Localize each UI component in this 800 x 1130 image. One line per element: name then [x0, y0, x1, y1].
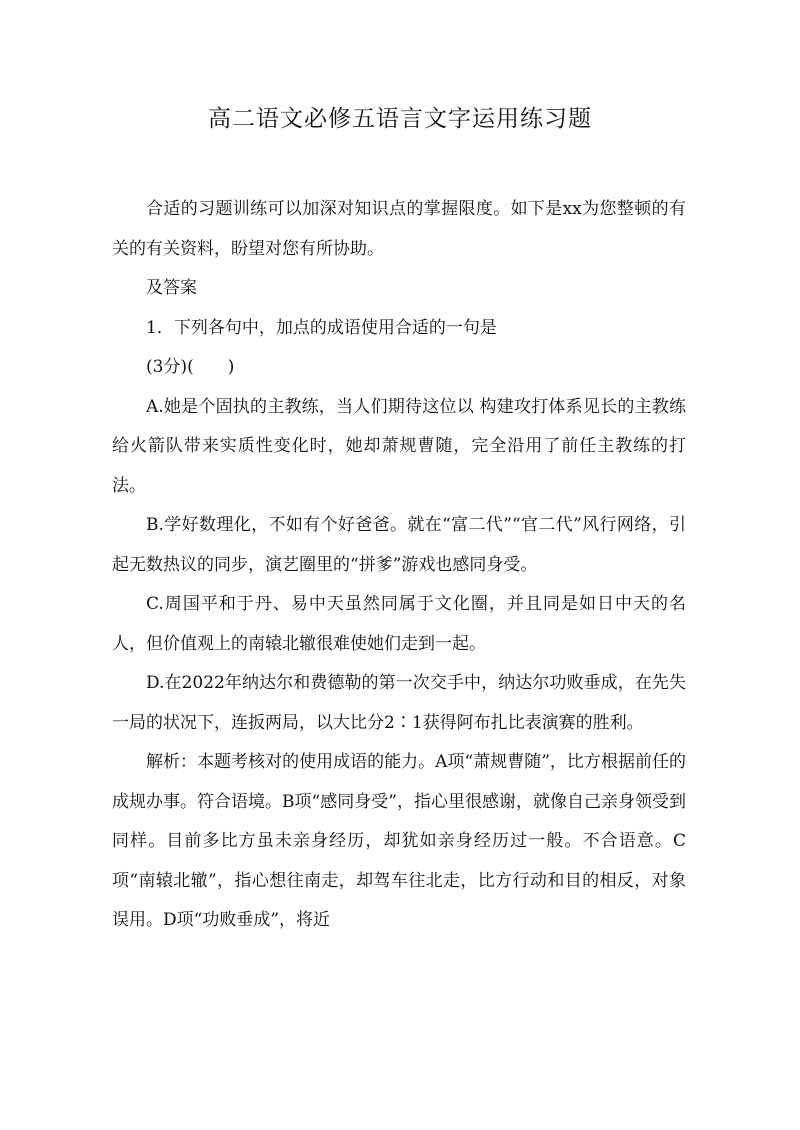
question-1-prompt: 1．下列各句中，加点的成语使用合适的一句是: [146, 317, 497, 338]
option-c: C.周国平和于丹、易中天虽然同属于文化圈，并且同是如日中天的名人，但价值观上的南辕北辙很难使她们走到一起。: [112, 594, 686, 654]
analysis-paragraph: 解析：本题考核对的使用成语的能力。A项“萧规曹随”，比方根据前任的成规办事。符合语境。B项“感同身受”，指心里很感谢，就像自己亲身领受到同样。目前多比方虽未亲身经历，却犹如亲身经历过一般。不合语意。C项“南辕北辙”，指心想往南走，却驾车往北走，比方行动和目的相反，对象误用。D项“功败垂成”，将近: [112, 752, 686, 930]
intro-paragraph: 合适的习题训练可以加深对知识点的掌握限度。如下是xx为您整顿的有关的有关资料，盼望对您有所协助。: [112, 199, 686, 259]
option-a: A.她是个固执的主教练，当人们期待这位以 构建攻打体系见长的主教练给火箭队带来实质性变化时，她却萧规曹随，完全沿用了前任主教练的打法。: [112, 396, 686, 496]
question-1-score: (3分)( ): [146, 357, 235, 377]
answer-heading: 及答案: [146, 278, 197, 298]
option-b: B.学好数理化，不如有个好爸爸。就在“富二代”“官二代”风行网络，引起无数热议的同步，演艺圈里的“拼爹”游戏也感同身受。: [112, 515, 686, 575]
option-d: D.在2022年纳达尔和费德勒的第一次交手中，纳达尔功败垂成，在先失一局的状况下，连扳两局，以大比分2∶1获得阿布扎比表演赛的胜利。: [112, 673, 686, 733]
document-body: [112, 190, 686, 941]
document-title: 高二语文必修五语言文字运用练习题: [208, 106, 592, 132]
